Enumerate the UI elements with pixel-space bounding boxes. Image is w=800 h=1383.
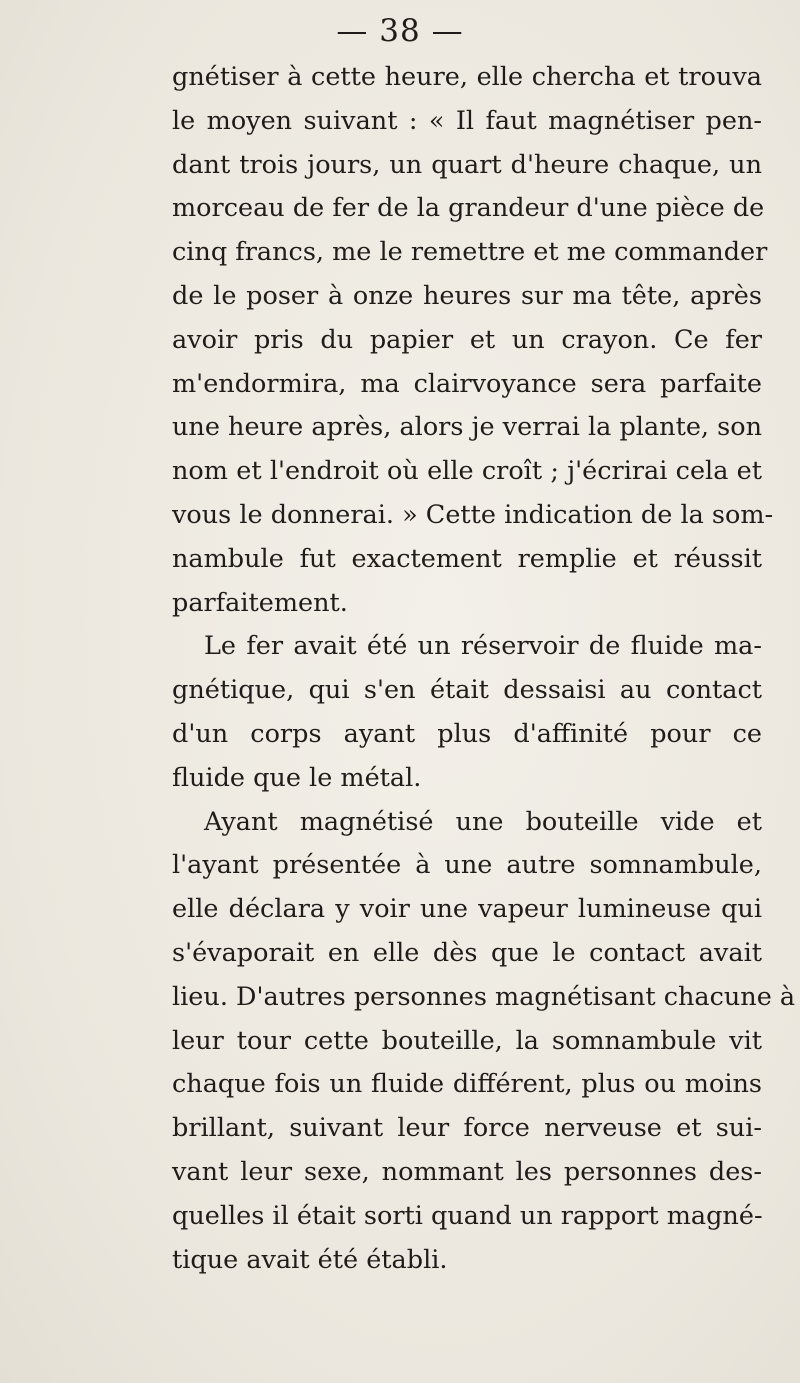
text-line: nom et l'endroit où elle croît ; j'écrirai cela et [172, 456, 762, 487]
text-line: d'un corps ayant plus d'affinité pour ce [172, 718, 762, 749]
text-line: fluide que le métal. [172, 762, 422, 793]
text-line: leur tour cette bouteille, la somnambule vit [172, 1025, 762, 1056]
text-line: nambule fut exactement remplie et réussit [172, 543, 762, 574]
text-line: m'endormira, ma clairvoyance sera parfaite [172, 368, 762, 399]
body-text [172, 56, 796, 1282]
text-line: gnétique, qui s'en était dessaisi au contact [172, 675, 762, 706]
text-line: chaque fois un fluide différent, plus ou moins [172, 1069, 762, 1100]
text-line: morceau de fer de la grandeur d'une pièce de [172, 193, 765, 224]
text-line: Ayant magnétisé une bouteille vide et [204, 806, 762, 837]
text-line: lieu. D'autres personnes magnétisant chacune à [172, 981, 796, 1012]
paragraph [172, 56, 774, 625]
text-line: elle déclara y voir une vapeur lumineuse qui [172, 894, 762, 925]
text-line: l'ayant présentée à une autre somnambule, [172, 850, 762, 881]
text-line: de le poser à onze heures sur ma tête, après [172, 280, 762, 311]
text-line: s'évaporait en elle dès que le contact avait [172, 937, 762, 968]
text-line: brillant, suivant leur force nerveuse et sui- [172, 1113, 762, 1144]
page-number: — 38 — [336, 13, 464, 49]
text-line: gnétiser à cette heure, elle chercha et trouva [172, 62, 762, 92]
paragraph [172, 801, 796, 1283]
text-line: Le fer avait été un réservoir de fluide ma- [204, 631, 762, 662]
text-line: le moyen suivant : « Il faut magnétiser pen- [172, 105, 762, 136]
text-line: vant leur sexe, nommant les personnes des- [172, 1156, 762, 1187]
text-line: vous le donnerai. » Cette indication de la som- [172, 499, 774, 530]
text-line: cinq francs, me le remettre et me commander [172, 237, 768, 268]
text-line: tique avait été établi. [172, 1244, 448, 1275]
paragraph [172, 625, 762, 800]
text-line: quelles il était sorti quand un rapport magné- [172, 1200, 763, 1231]
text-line: une heure après, alors je verrai la plante, son [172, 412, 762, 443]
text-line: parfaitement. [172, 587, 348, 618]
text-line: avoir pris du papier et un crayon. Ce fer [172, 324, 762, 355]
text-line: dant trois jours, un quart d'heure chaque, un [172, 149, 762, 180]
